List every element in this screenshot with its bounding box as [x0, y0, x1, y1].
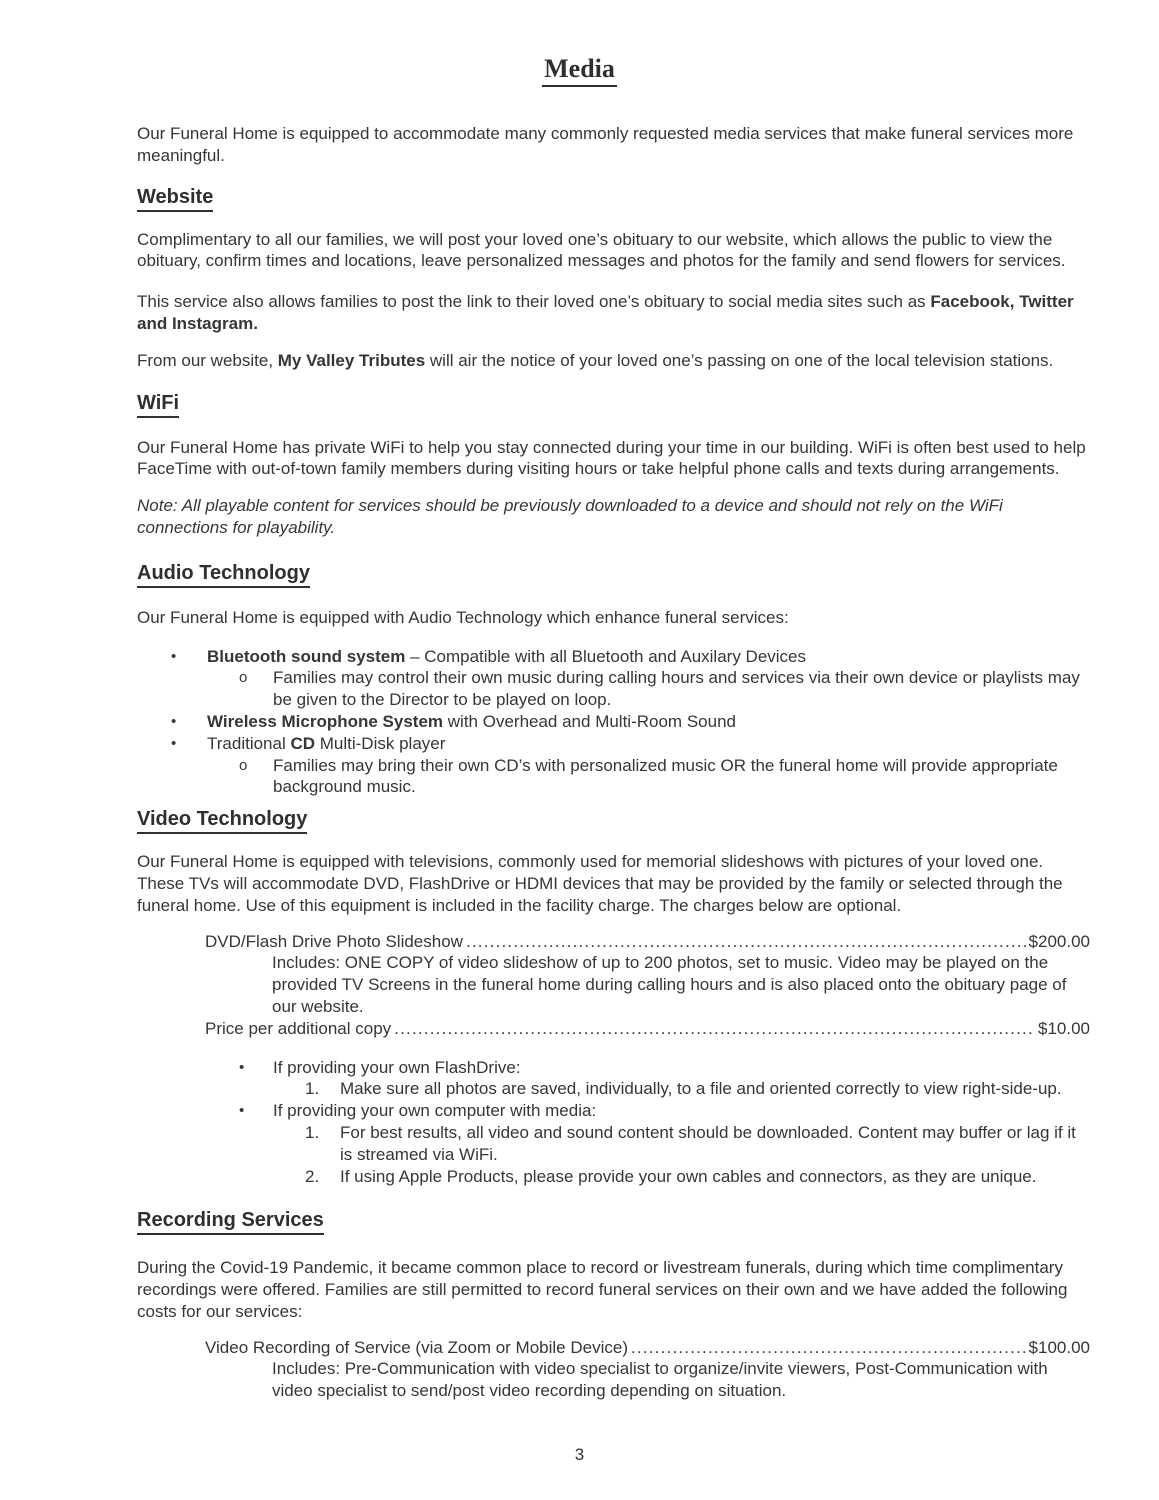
list-item-text: Make sure all photos are saved, individually, to a file and oriented correctly to view right-side-up.	[340, 1079, 1062, 1099]
intro-paragraph: Our Funeral Home is equipped to accommodate many commonly requested media services that make funeral services more meaningful.	[137, 124, 1074, 165]
text-run: Traditional	[207, 733, 291, 753]
text-run-bold: CD	[290, 733, 316, 753]
text-run-bold-social: Facebook, Twitter and Instagram.	[137, 292, 1074, 333]
circle-bullet-icon: o	[239, 756, 248, 774]
price-label: Price per additional copy	[205, 1018, 392, 1038]
dot-leader	[631, 1337, 1026, 1359]
section-heading-website-text: Website	[137, 185, 213, 212]
list-item-cd-player	[137, 733, 1090, 755]
price-row-additional-copy	[205, 1018, 1090, 1040]
text-run: with Overhead and Multi-Room Sound	[443, 711, 736, 731]
price-amount: $200.00	[1028, 931, 1090, 951]
list-item-text: For best results, all video and sound content should be downloaded. Content may buffer or lag if it is streamed via WiFi.	[340, 1122, 1076, 1164]
price-row-slideshow	[205, 931, 1090, 953]
list-item-bluetooth	[137, 646, 1090, 668]
price-label: Video Recording of Service (via Zoom or Mobile Device)	[205, 1337, 628, 1357]
list-item-text	[207, 733, 1090, 755]
wifi-note: Note: All playable content for services should be previously downloaded to a device and should not rely on the WiFi connections for playability.	[137, 496, 1003, 537]
dot-leader	[466, 931, 1026, 953]
page-number: 3	[574, 1445, 585, 1464]
text-run-bold: Wireless Microphone System	[207, 711, 444, 731]
section-heading-video-text: Video Technology	[137, 807, 307, 834]
price-note-slideshow: Includes: ONE COPY of video slideshow of up to 200 photos, set to music. Video may be played on the provided TV Screens in the funeral home during calling hours and is also placed onto the obituary page of our website.	[272, 953, 1067, 1016]
list-item-microphone	[137, 711, 1090, 733]
video-paragraph: Our Funeral Home is equipped with televisions, commonly used for memorial slideshows with pictures of your loved one. These TVs will accommodate DVD, FlashDrive or HDMI devices that may be provided by the family or selected through the funeral home. Use of this equipment is included in the facility charge. The charges below are optional.	[137, 852, 1063, 915]
recording-price-list	[137, 1337, 1090, 1402]
list-item-text: Families may bring their own CD’s with personalized music OR the funeral home will provide appropriate background music.	[273, 755, 1058, 797]
list-item-text: If using Apple Products, please provide your own cables and connectors, as they are unique.	[340, 1166, 1037, 1186]
number-label: 1.	[305, 1122, 320, 1142]
website-paragraph-2	[137, 291, 1090, 335]
number-label: 2.	[305, 1166, 320, 1186]
number-label: 1.	[305, 1079, 320, 1099]
video-bullet-list	[137, 1057, 1090, 1188]
bullet-icon: •	[171, 712, 177, 730]
list-item-text: If providing your own computer with media:	[273, 1101, 597, 1121]
list-item-own-computer	[137, 1100, 1090, 1122]
list-item-flashdrive	[137, 1057, 1090, 1079]
price-label: DVD/Flash Drive Photo Slideshow	[205, 931, 463, 951]
price-note-video-recording: Includes: Pre-Communication with video specialist to organize/invite viewers, Post-Communication with video specialist to send/post video recording depending on situation.	[272, 1359, 1048, 1401]
website-paragraph-3	[137, 350, 1090, 372]
bullet-icon: •	[171, 647, 177, 665]
text-run: From our website,	[137, 350, 278, 370]
section-heading-wifi	[137, 391, 1090, 418]
document-title-wrap	[0, 54, 1159, 87]
wifi-paragraph: Our Funeral Home has private WiFi to help you stay connected during your time in our building. WiFi is often best used to help FaceTime with out-of-town family members during visiting hours or take helpful phone calls and texts during arrangements.	[137, 437, 1086, 479]
text-run: This service also allows families to post the link to their loved one’s obituary to social media sites such as	[137, 292, 931, 312]
section-heading-video	[137, 807, 1090, 834]
video-price-list	[137, 931, 1090, 1040]
list-subitem-bluetooth	[137, 667, 1090, 711]
dot-leader	[394, 1018, 1035, 1040]
section-heading-recording	[137, 1208, 1090, 1235]
list-item-text: If providing your own FlashDrive:	[273, 1057, 521, 1077]
text-run: Multi-Disk player	[315, 733, 446, 753]
list-subitem-cd-player	[137, 755, 1090, 799]
audio-paragraph: Our Funeral Home is equipped with Audio Technology which enhance funeral services:	[137, 607, 789, 627]
text-run-bold-tributes: My Valley Tributes	[277, 350, 426, 370]
section-heading-wifi-text: WiFi	[137, 391, 179, 418]
list-item-text	[207, 711, 1090, 733]
section-heading-recording-text: Recording Services	[137, 1208, 324, 1235]
text-run: – Compatible with all Bluetooth and Auxilary Devices	[405, 646, 807, 666]
document-title: Media	[542, 54, 617, 87]
price-amount: $100.00	[1028, 1337, 1090, 1357]
section-heading-website	[137, 185, 1090, 212]
list-item-text: Families may control their own music during calling hours and services via their own device or playlists may be given to the Director to be played on loop.	[273, 668, 1080, 710]
circle-bullet-icon: o	[239, 669, 248, 687]
audio-bullet-list	[137, 646, 1090, 799]
recording-paragraph: During the Covid-19 Pandemic, it became common place to record or livestream funerals, during which time complimentary recordings were offered. Families are still permitted to record funeral services on their own and we have added the following costs for our services:	[137, 1258, 1068, 1321]
bullet-icon: •	[239, 1058, 245, 1076]
numbered-item	[137, 1122, 1090, 1166]
text-run: will air the notice of your loved one’s passing on one of the local television stations.	[425, 350, 1054, 370]
text-run-bold: Bluetooth sound system	[207, 646, 406, 666]
bullet-icon: •	[171, 734, 177, 752]
bullet-icon: •	[239, 1102, 245, 1120]
list-item-text	[207, 646, 1090, 668]
price-row-video-recording	[205, 1337, 1090, 1359]
numbered-item	[137, 1166, 1090, 1188]
section-heading-audio-text: Audio Technology	[137, 561, 310, 588]
website-paragraph-1: Complimentary to all our families, we will post your loved one’s obituary to our website, which allows the public to view the obituary, confirm times and locations, leave personalized messages and photos for the family and send flowers for services.	[137, 229, 1066, 271]
price-amount: $10.00	[1038, 1018, 1090, 1038]
numbered-item	[137, 1078, 1090, 1100]
section-heading-audio	[137, 561, 1090, 588]
